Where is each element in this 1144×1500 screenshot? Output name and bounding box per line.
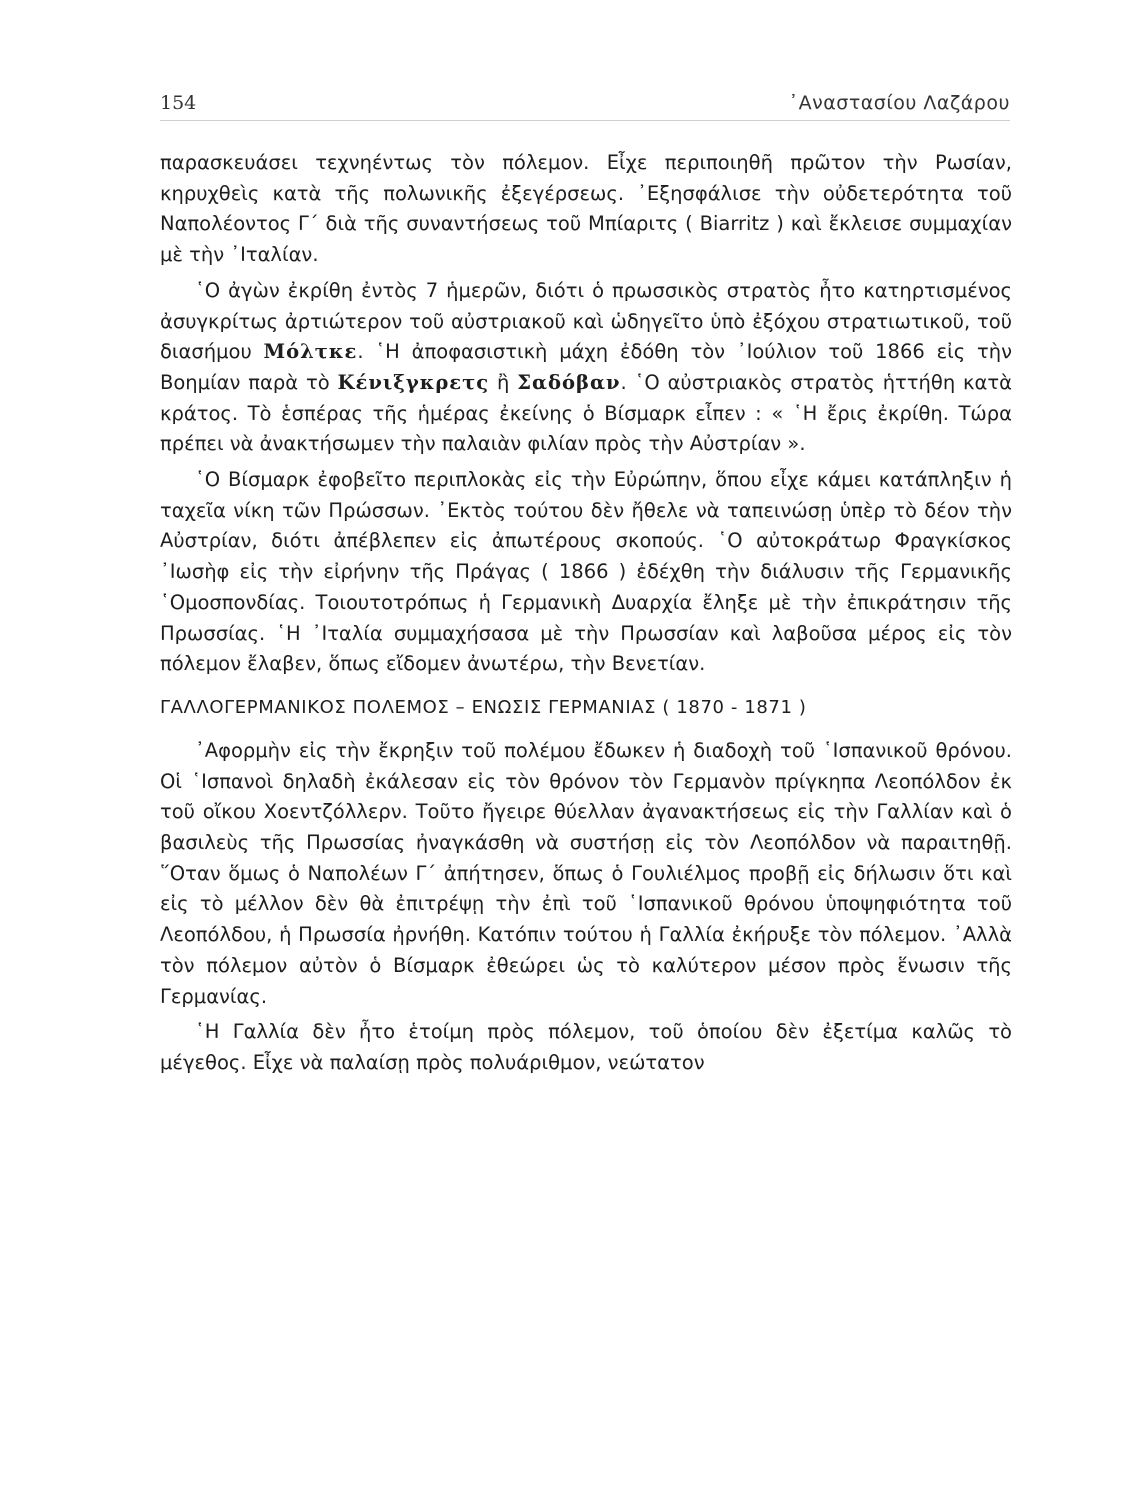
paragraph-2 <box>160 276 1012 460</box>
text-run: ῾Ο Βίσμαρκ ἐφοβεῖτο περιπλοκὰς εἰς τὴν Εὐρώπην, ὅπου εἶχε κάμει κατάπληξιν ἡ ταχεῖα νίκη τῶν Πρώσσων. ᾿Εκτὸς τούτου δὲν ἤθελε νὰ ταπεινώσῃ ὑπὲρ τὸ δέον τὴν Αὐστρίαν, διότι ἀπέβλεπεν εἰς ἀπωτέρους σκοπούς. ῾Ο αὐτοκράτωρ Φραγκίσκος ᾿Ιωσὴφ εἰς τὴν εἰρήνην τῆς Πράγας ( 1866 ) ἐδέχθη τὴν διάλυσιν τῆς Γερμανικῆς ῾Ομοσπονδίας. Τοιουτοτρόπως ἡ Γερμανικὴ Δυαρχία ἔληξε μὲ τὴν ἐπικράτησιν τῆς Πρωσσίας. ῾Η ᾿Ιταλία συμμαχήσασα μὲ τὴν Πρωσσίαν καὶ λαβοῦσα μέρος εἰς τὸν πόλεμον ἔλαβεν, ὅπως εἴδομεν ἀνωτέρω, τὴν Βενετίαν. <box>160 468 1012 676</box>
body-text <box>160 148 1012 1079</box>
paragraph-4 <box>160 736 1012 1012</box>
text-run: . ῾Ο αὐστριακὸς στρατὸς ἡττήθη κατὰ κράτος. Τὸ ἑσπέρας τῆς ἡμέρας ἐκείνης ὁ Βίσμαρκ εἶπεν : « ῾Η ἔρις ἐκρίθη. Τώρα πρέπει νὰ ἀνακτήσωμεν τὴν παλαιὰν φιλίαν πρὸς τὴν Αὐστρίαν ». <box>160 370 1012 456</box>
bold-term: Σαδόβαν <box>517 370 621 394</box>
page-header <box>160 88 1010 121</box>
running-title: ᾿Αναστασίου Λαζάρου <box>788 92 1010 114</box>
paragraph-5 <box>160 1017 1012 1078</box>
bold-term: Μόλτκε <box>263 340 358 364</box>
paragraph-1 <box>160 148 1012 271</box>
text-run: παρασκευάσει τεχνηέντως τὸν πόλεμον. Εἶχε περιποιηθῆ πρῶτον τὴν Ρωσίαν, κηρυχθεὶς κατὰ τῆς πολωνικῆς ἐξεγέρσεως. ᾿Εξησφάλισε τὴν οὐδετερότητα τοῦ Ναπολέοντος Γ΄ διὰ τῆς συναντήσεως τοῦ Μπίαριτς ( Biarritz ) καὶ ἔκλεισε συμμαχίαν μὲ τὴν ᾿Ιταλίαν. <box>160 151 1012 267</box>
paragraph-3 <box>160 465 1012 680</box>
text-run: . ῾Η ἀποφασιστικὴ μάχη ἐδόθη τὸν ᾿Ιούλιον τοῦ 1866 εἰς τὴν Βοημίαν παρὰ τὸ <box>160 340 1012 394</box>
text-run: ῾Ο ἀγὼν ἐκρίθη ἐντὸς 7 ἡμερῶν, διότι ὁ πρωσσικὸς στρατὸς ἦτο κατηρτισμένος ἀσυγκρίτως ἀρτιώτερον τοῦ αὐστριακοῦ καὶ ὡδηγεῖτο ὑπὸ ἐξόχου στρατιωτικοῦ, τοῦ διασήμου <box>160 278 1012 364</box>
text-run: ᾿Αφορμὴν εἰς τὴν ἔκρηξιν τοῦ πολέμου ἔδωκεν ἡ διαδοχὴ τοῦ ῾Ισπανικοῦ θρόνου. Οἱ ῾Ισπανοὶ δηλαδὴ ἐκάλεσαν εἰς τὸν θρόνον τὸν Γερμανὸν πρίγκηπα Λεοπόλδον ἐκ τοῦ οἴκου Χοεντζόλλερν. Τοῦτο ἤγειρε θύελλαν ἀγανακτήσεως εἰς τὴν Γαλλίαν καὶ ὁ βασιλεὺς τῆς Πρωσσίας ἠναγκάσθη νὰ συστήσῃ εἰς τὸν Λεοπόλδον νὰ παραιτηθῇ. ῞Οταν ὅμως ὁ Ναπολέων Γ΄ ἀπήτησεν, ὅπως ὁ Γουλιέλμος προβῇ εἰς δήλωσιν ὅτι καὶ εἰς τὸ μέλλον δὲν θὰ ἐπιτρέψῃ τὴν ἐπὶ τοῦ ῾Ισπανικοῦ θρόνου ὑποψηφιότητα τοῦ Λεοπόλδου, ἡ Πρωσσία ἠρνήθη. Κατόπιν τούτου ἡ Γαλλία ἐκήρυξε τὸν πόλεμον. ᾿Αλλὰ τὸν πόλεμον αὐτὸν ὁ Βίσμαρκ ἐθεώρει ὡς τὸ καλύτερον μέσον πρὸς ἕνωσιν τῆς Γερμανίας. <box>160 738 1012 1008</box>
section-heading: ΓΑΛΛΟΓΕΡΜΑΝΙΚΟΣ ΠΟΛΕΜΟΣ – ΕΝΩΣΙΣ ΓΕΡΜΑΝΙΑΣ ( 1870 - 1871 ) <box>160 696 807 718</box>
text-run: ἢ <box>489 370 518 394</box>
text-run: ῾Η Γαλλία δὲν ἦτο ἑτοίμη πρὸς πόλεμον, τοῦ ὁποίου δὲν ἐξετίμα καλῶς τὸ μέγεθος. Εἶχε νὰ παλαίσῃ πρὸς πολυάριθμον, νεώτατον <box>160 1020 1012 1074</box>
bold-term: Κένιξγκρετς <box>337 370 490 394</box>
page-number: 154 <box>160 92 197 114</box>
